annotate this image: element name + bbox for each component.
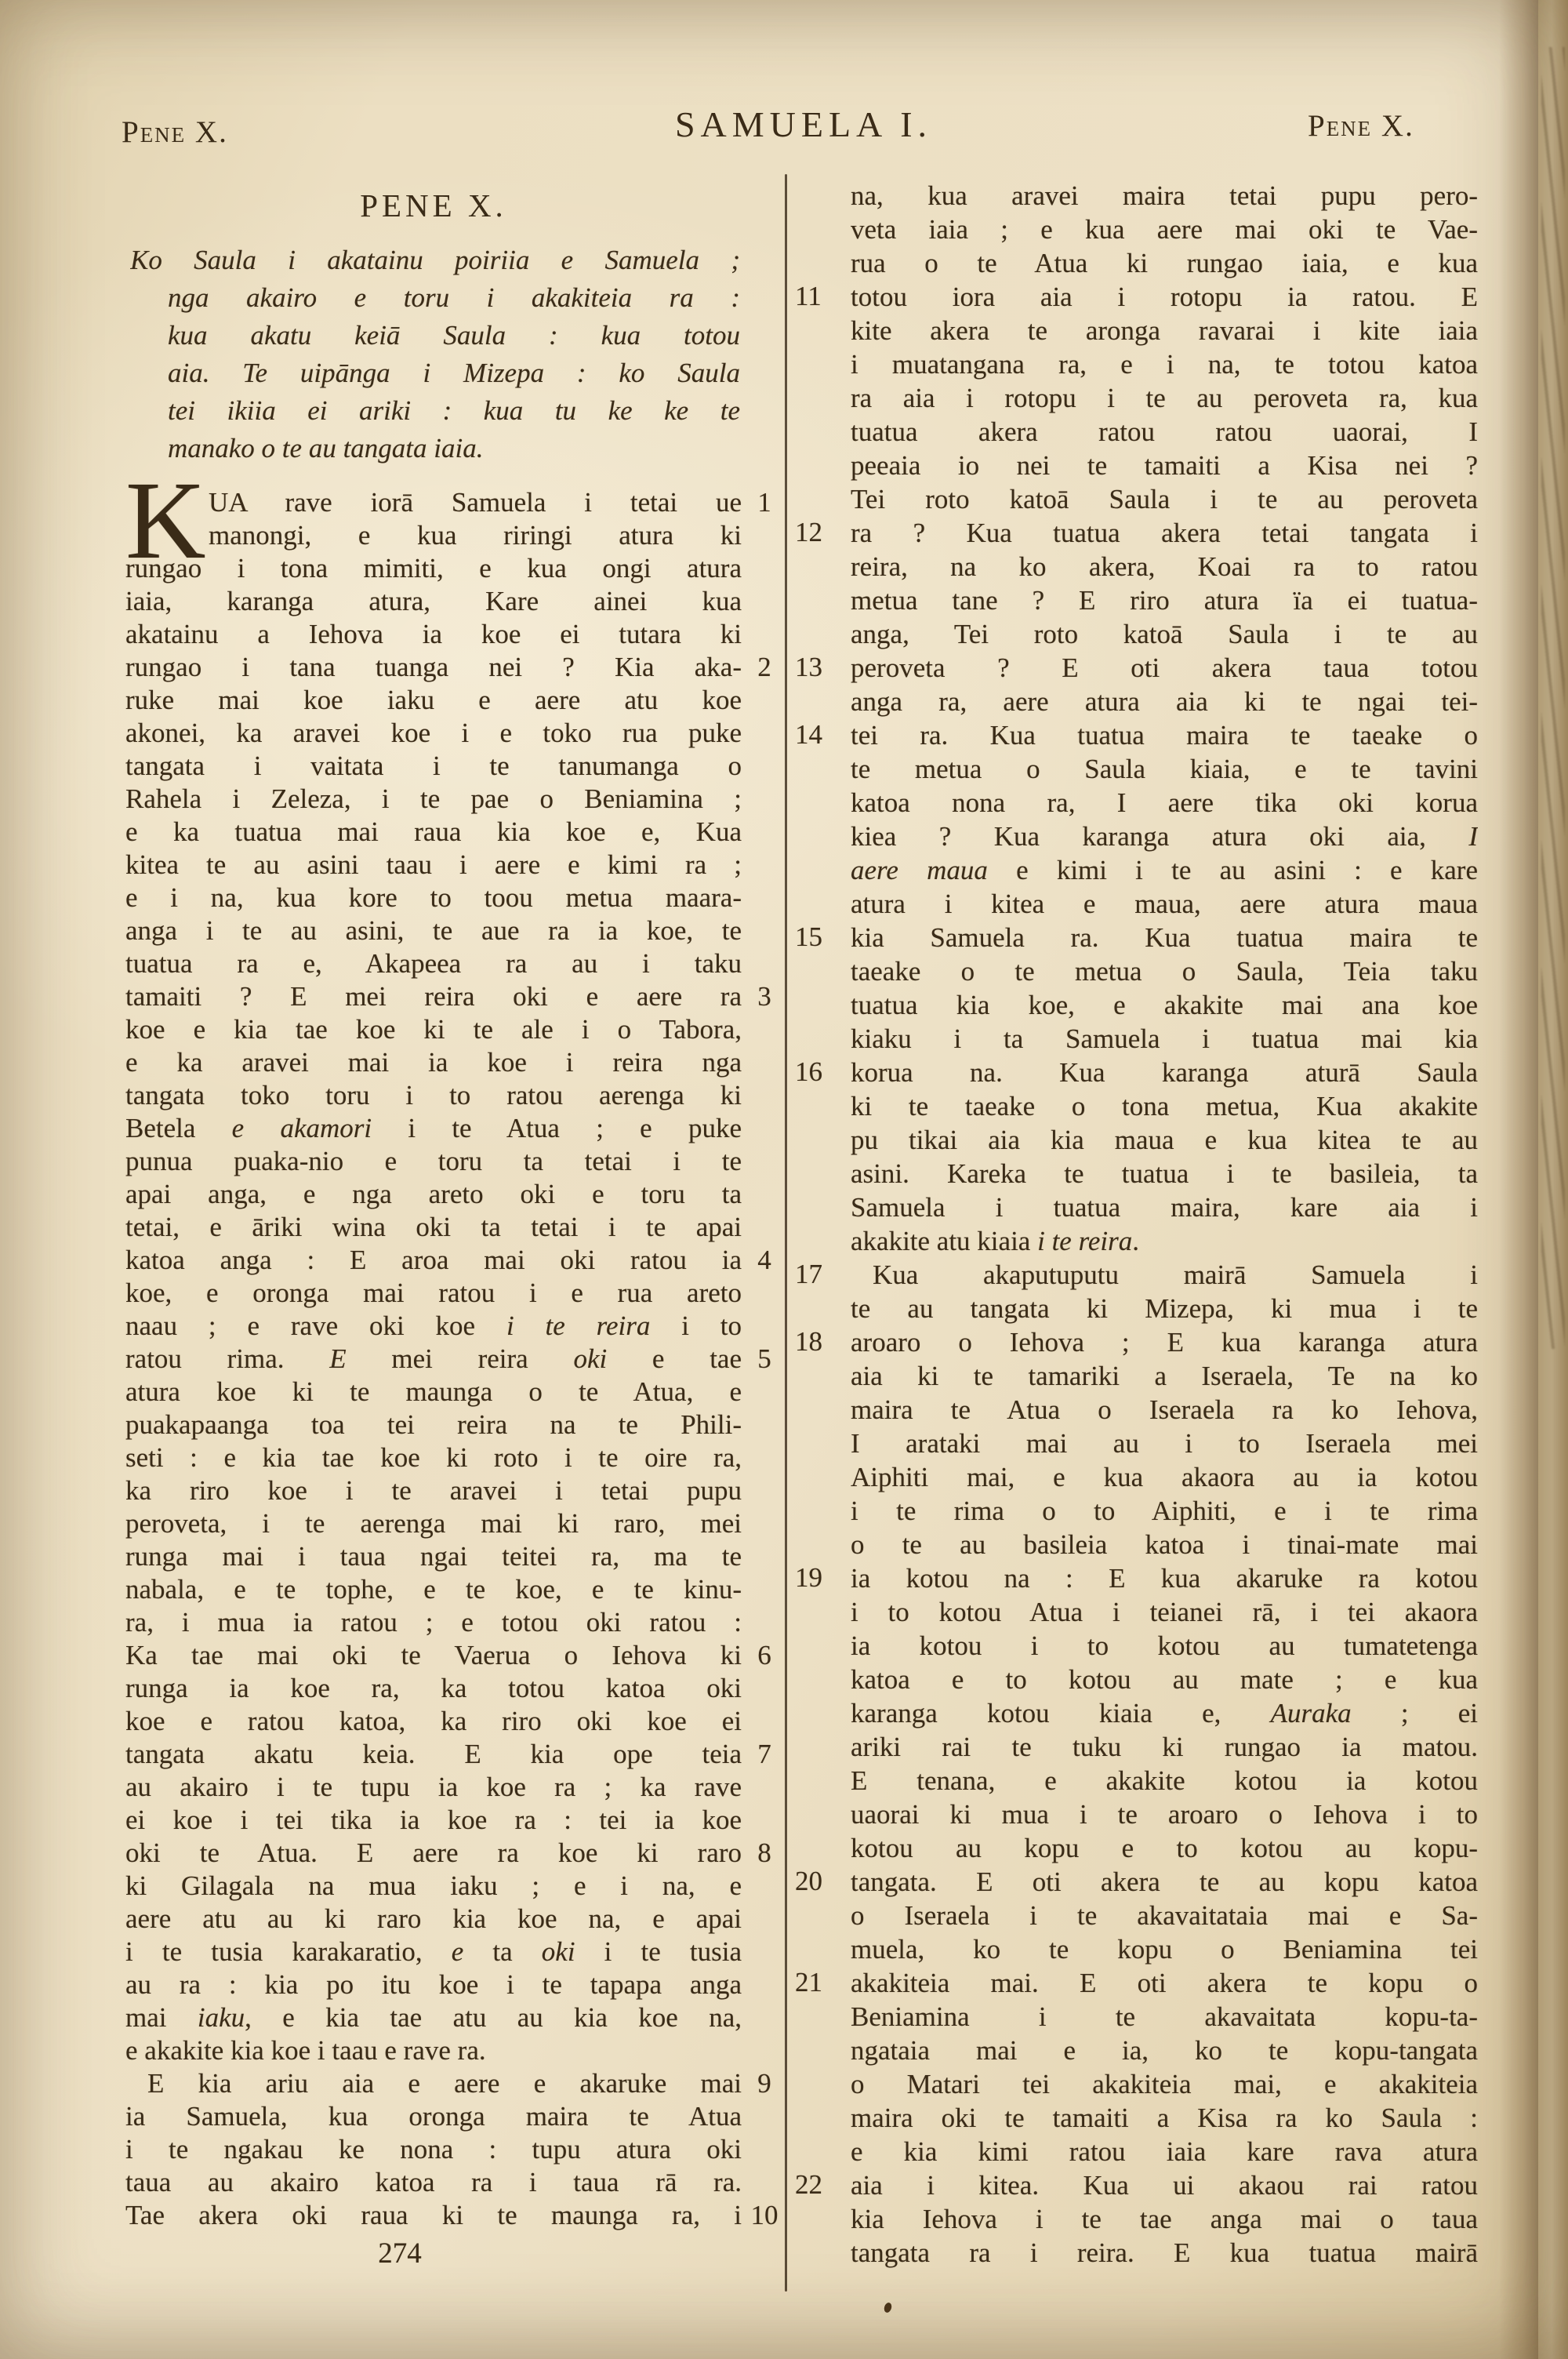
text-line: kite akera te aronga ravarai i kite iaia xyxy=(851,315,1478,346)
text-line: akakite atu kiaia i te reira. xyxy=(851,1226,1140,1256)
verse-number: 21 xyxy=(795,1967,822,1997)
drop-cap: K xyxy=(125,458,206,582)
text-line: peroveta, i te aerenga mai ki raro, mei xyxy=(125,1508,742,1539)
text-line: nga akairo e toru i akakiteia ra : xyxy=(168,282,740,313)
text-line: tetai, e āriki wina oki ta tetai i te apai xyxy=(125,1212,742,1242)
verse-number: 12 xyxy=(795,517,822,547)
verse-number: 18 xyxy=(795,1326,822,1357)
text-line: ariki rai te tuku ki rungao ia matou. xyxy=(851,1732,1478,1762)
text-line: au akairo i te tupu ia koe ra ; ka rave xyxy=(125,1772,742,1802)
text-line: apai anga, e nga areto oki e toru ta xyxy=(125,1179,742,1209)
text-line: maira te Atua o Iseraela ra ko Iehova, xyxy=(851,1394,1478,1425)
text-line: taua au akairo katoa ra i taua rā ra. xyxy=(125,2167,742,2197)
text-line: veta iaia ; e kua aere mai oki te Vae- xyxy=(851,214,1478,245)
text-line: tangata toko toru i to ratou aerenga ki xyxy=(125,1080,742,1110)
text-line: Rahela i Zeleza, i te pae o Beniamina ; xyxy=(125,783,742,814)
text-line: kiea ? Kua karanga atura oki aia, I xyxy=(851,821,1478,852)
text-line: ia Samuela, kua oronga maira te Atua xyxy=(125,2101,742,2132)
text-line: katoa e to kotou au mate ; e kua xyxy=(851,1664,1478,1695)
text-line: aia. Te uipānga i Mizepa : ko Saula xyxy=(168,358,740,388)
text-line: e kia kimi ratou iaia kare rava atura xyxy=(851,2136,1478,2167)
text-line: tangata akatu keia. E kia ope teia xyxy=(125,1739,742,1769)
text-line: koe e ratou katoa, ka riro oki koe ei xyxy=(125,1706,742,1736)
text-line: ra aia i rotopu i te au peroveta ra, kua xyxy=(851,383,1478,413)
text-line: katoa anga : E aroa mai oki ratou ia xyxy=(125,1245,742,1275)
verse-number: 11 xyxy=(795,281,822,311)
text-line: mai iaku, e kia tae atu au kia koe na, xyxy=(125,2002,742,2033)
text-line: akonei, ka aravei koe i e toko rua puke xyxy=(125,718,742,748)
text-line: nabala, e te tophe, e te koe, e te kinu- xyxy=(125,1574,742,1605)
verse-number: 15 xyxy=(795,921,822,952)
text-line: muela, ko te kopu o Beniamina tei xyxy=(851,1934,1478,1965)
text-line: kia Iehova i te tae anga mai o taua xyxy=(851,2204,1478,2234)
verse-number: 10 xyxy=(750,2200,779,2230)
text-line: pu tikai aia kia maua e kua kitea te au xyxy=(851,1125,1478,1155)
text-line: tangata i vaitata i te tanumanga o xyxy=(125,751,742,781)
column-divider-rule xyxy=(785,174,787,2292)
text-line: e i na, kua kore to toou metua maara- xyxy=(125,882,742,913)
verse-number: 9 xyxy=(757,2068,771,2099)
text-line: Samuela i tuatua maira, kare aia i xyxy=(851,1192,1478,1223)
text-line: peeaia io nei te tamaiti a Kisa nei ? xyxy=(851,450,1478,481)
left-column xyxy=(125,486,742,2232)
text-line: i te ngakau ke nona : tupu atura oki xyxy=(125,2134,742,2165)
text-line: te metua o Saula kiaia, e te tavini xyxy=(851,754,1478,784)
chapter-summary xyxy=(130,242,740,467)
text-line: Beniamina i te akavaitata kopu-ta- xyxy=(851,2001,1478,2032)
text-line: ki te taeake o tona metua, Kua akakite xyxy=(851,1091,1478,1121)
text-line: Tae akera oki raua ki te maunga ra, i xyxy=(125,2200,742,2230)
text-line: tei ra. Kua tuatua maira te taeake o xyxy=(851,720,1478,751)
text-line: asini. Kareka te tuatua i te basileia, ta xyxy=(851,1158,1478,1189)
text-line: i muatangana ra, e i na, te totou katoa xyxy=(851,349,1478,380)
running-head-right: Pene X. xyxy=(1308,109,1414,143)
text-line: Kua akaputuputu mairā Samuela i xyxy=(873,1259,1478,1290)
text-line: karanga kotou kiaia e, Auraka ; ei xyxy=(851,1698,1478,1728)
verse-number: 6 xyxy=(757,1640,771,1670)
text-line: puakapaanga toa tei reira na te Phili- xyxy=(125,1409,742,1440)
text-line: rungao i tana tuanga nei ? Kia aka- xyxy=(125,652,742,682)
text-line: i te tusia karakaratio, e ta oki i te tusia xyxy=(125,1936,742,1967)
text-line: kotou au kopu e to kotou au kopu- xyxy=(851,1833,1478,1863)
text-line: e ka tuatua mai raua kia koe e, Kua xyxy=(125,816,742,847)
text-line: aia i kitea. Kua ui akaou rai ratou xyxy=(851,2170,1478,2201)
text-line: na, kua aravei maira tetai pupu pero- xyxy=(851,180,1478,211)
text-line: uaorai ki mua i te aroaro o Iehova i to xyxy=(851,1799,1478,1830)
text-line: manongi, e kua riringi atura ki xyxy=(209,520,742,551)
verse-number: 4 xyxy=(757,1245,771,1275)
verse-number: 2 xyxy=(757,652,771,682)
text-line: koe e kia tae koe ki te ale i o Tabora, xyxy=(125,1014,742,1045)
text-line: runga mai i taua ngai teitei ra, ma te xyxy=(125,1541,742,1572)
ink-blot xyxy=(883,2302,893,2314)
text-line: Ka tae mai oki te Vaerua o Iehova ki xyxy=(125,1640,742,1670)
text-line: ngataia mai e ia, ko te kopu-tangata xyxy=(851,2035,1478,2066)
verse-number: 5 xyxy=(757,1343,771,1374)
text-line: e akakite kia koe i taau e rave ra. xyxy=(125,2035,486,2066)
text-line: kitea te au asini taau i aere e kimi ra ; xyxy=(125,849,742,880)
verse-number: 3 xyxy=(757,981,771,1012)
text-line: aere atu au ki raro kia koe na, e apai xyxy=(125,1903,742,1934)
text-line: aia ki te tamariki a Iseraela, Te na ko xyxy=(851,1361,1478,1391)
page-gutter-shadow xyxy=(1499,0,1540,2359)
text-line: punua puaka-nio e toru ta tetai i te xyxy=(125,1146,742,1176)
text-line: te au tangata ki Mizepa, ki mua i te xyxy=(851,1293,1478,1324)
text-line: o Matari tei akakiteia mai, e akakiteia xyxy=(851,2069,1478,2099)
text-line: maira oki te tamaiti a Kisa ra ko Saula : xyxy=(851,2103,1478,2133)
verse-number: 17 xyxy=(795,1259,822,1289)
text-line: runga ia koe ra, ka totou katoa oki xyxy=(125,1673,742,1703)
verse-number: 16 xyxy=(795,1056,822,1087)
text-line: tangata ra i reira. E kua tuatua mairā xyxy=(851,2237,1478,2268)
text-line: anga i te au asini, te aue ra ia koe, te xyxy=(125,915,742,946)
text-line: UA rave iorā Samuela i tetai ue xyxy=(209,487,742,518)
next-page-edge xyxy=(1538,0,1568,2359)
text-line: tuatua akera ratou ratou uaorai, I xyxy=(851,416,1478,447)
verse-number: 19 xyxy=(795,1562,822,1593)
text-line: ei koe i tei tika ia koe ra : tei ia koe xyxy=(125,1805,742,1835)
text-line: ra, i mua ia ratou ; e totou oki ratou : xyxy=(125,1607,742,1637)
chapter-heading: PENE X. xyxy=(360,187,507,224)
text-line: kiaku i ta Samuela i tuatua mai kia xyxy=(851,1023,1478,1054)
text-line: seti : e kia tae koe ki roto i te oire ra, xyxy=(125,1442,742,1473)
text-line: tuatua kia koe, e akakite mai ana koe xyxy=(851,990,1478,1020)
text-line: tangata. E oti akera te au kopu katoa xyxy=(851,1866,1478,1897)
running-head-center: SAMUELA I. xyxy=(674,104,933,144)
text-line: atura i kitea e maua, aere atura maua xyxy=(851,889,1478,919)
text-line: ia kotou na : E kua akaruke ra kotou xyxy=(851,1563,1478,1594)
text-line: naau ; e rave oki koe i te reira i to xyxy=(125,1310,742,1341)
text-line: ia kotou i to kotou au tumatetenga xyxy=(851,1630,1478,1661)
text-line: katoa nona ra, I aere tika oki korua xyxy=(851,787,1478,818)
text-line: kia Samuela ra. Kua tuatua maira te xyxy=(851,922,1478,953)
text-line: E tenana, e akakite kotou ia kotou xyxy=(851,1765,1478,1796)
text-line: i te rima o to Aiphiti, e i te rima xyxy=(851,1496,1478,1526)
text-line: anga, Tei roto katoā Saula i te au xyxy=(851,619,1478,649)
text-line: totou iora aia i rotopu ia ratou. E xyxy=(851,282,1478,312)
verse-number: 1 xyxy=(757,487,771,518)
text-line: korua na. Kua karanga aturā Saula xyxy=(851,1057,1478,1088)
text-line: o te au basileia katoa i tinai-mate mai xyxy=(851,1529,1478,1560)
text-line: Aiphiti mai, e kua akaora au ia kotou xyxy=(851,1462,1478,1492)
text-line: Ko Saula i akatainu poiriia e Samuela ; xyxy=(130,245,740,275)
text-line: atura koe ki te maunga o te Atua, e xyxy=(125,1376,742,1407)
text-line: tei ikiia ei ariki : kua tu ke ke te xyxy=(168,395,740,426)
text-line: tuatua ra e, Akapeea ra au i taku xyxy=(125,948,742,979)
text-line: anga ra, aere atura aia ki te ngai tei- xyxy=(851,686,1478,717)
text-line: Betela e akamori i te Atua ; e puke xyxy=(125,1113,742,1143)
text-line: taeake o te metua o Saula, Teia taku xyxy=(851,956,1478,987)
text-line: e ka aravei mai ia koe i reira nga xyxy=(125,1047,742,1078)
text-line: rungao i tona mimiti, e kua ongi atura xyxy=(125,553,742,583)
text-line: i to kotou Atua i teianei rā, i tei akaora xyxy=(851,1597,1478,1627)
text-line: ra ? Kua tuatua akera tetai tangata i xyxy=(851,518,1478,548)
verse-number: 20 xyxy=(795,1866,822,1896)
text-line: E kia ariu aia e aere e akaruke mai xyxy=(147,2068,742,2099)
text-line: aroaro o Iehova ; E kua karanga atura xyxy=(851,1327,1478,1358)
text-line: akatainu a Iehova ia koe ei tutara ki xyxy=(125,619,742,649)
verse-number: 22 xyxy=(795,2169,822,2200)
text-line: oki te Atua. E aere ra koe ki raro xyxy=(125,1837,742,1868)
text-line: aere maua e kimi i te au asini : e kare xyxy=(851,855,1478,885)
text-line: Tei roto katoā Saula i te au peroveta xyxy=(851,484,1478,514)
verse-number: 7 xyxy=(757,1739,771,1769)
text-line: peroveta ? E oti akera taua totou xyxy=(851,652,1478,683)
text-line: au ra : kia po itu koe i te tapapa anga xyxy=(125,1969,742,2000)
text-line: metua tane ? E riro atura ïa ei tuatua- xyxy=(851,585,1478,616)
text-line: akakiteia mai. E oti akera te kopu o xyxy=(851,1968,1478,1998)
text-line: tamaiti ? E mei reira oki e aere ra xyxy=(125,981,742,1012)
verse-number: 13 xyxy=(795,652,822,682)
text-line: I arataki mai au i to Iseraela mei xyxy=(851,1428,1478,1459)
text-line: ratou rima. E mei reira oki e tae xyxy=(125,1343,742,1374)
page-number: 274 xyxy=(378,2237,422,2270)
text-line: iaia, karanga atura, Kare ainei kua xyxy=(125,586,742,616)
text-line: koe, e oronga mai ratou i e rua areto xyxy=(125,1278,742,1308)
text-line: reira, na ko akera, Koai ra to ratou xyxy=(851,551,1478,582)
text-line: ruke mai koe iaku e aere atu koe xyxy=(125,685,742,715)
running-head-left: Pene X. xyxy=(122,115,228,149)
text-line: kua akatu keiā Saula : kua totou xyxy=(168,320,740,351)
right-column xyxy=(851,179,1478,2270)
text-line: ka riro koe i te aravei i tetai pupu xyxy=(125,1475,742,1506)
verse-number: 8 xyxy=(757,1837,771,1868)
next-page-text-hint xyxy=(1541,47,1565,1349)
text-line: rua o te Atua ki rungao iaia, e kua xyxy=(851,248,1478,278)
text-line: manako o te au tangata iaia. xyxy=(168,433,484,463)
text-line: o Iseraela i te akavaitataia mai e Sa- xyxy=(851,1900,1478,1931)
verse-number: 14 xyxy=(795,719,822,750)
text-line: ki Gilagala na mua iaku ; e i na, e xyxy=(125,1870,742,1901)
